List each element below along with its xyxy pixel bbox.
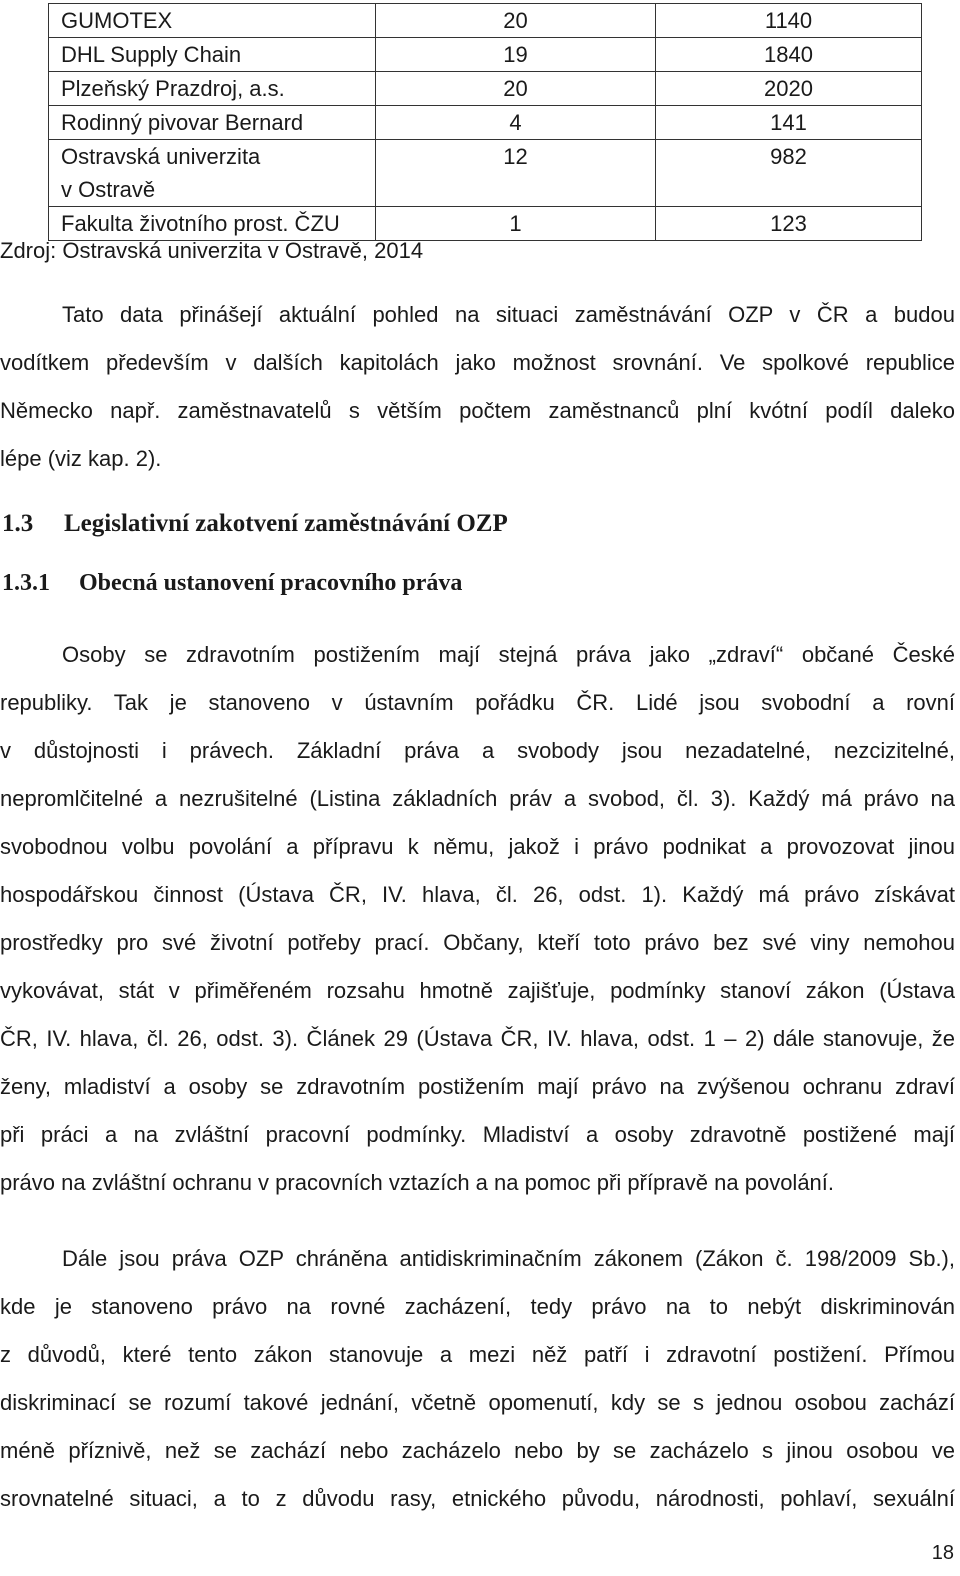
text-line: vodítkem především v dalších kapitolách jako možnost srovnání. Ve spolkové republice (0, 350, 955, 375)
subsection-number: 1.3.1 (2, 570, 50, 596)
text-line: ČR, IV. hlava, čl. 26, odst. 3). Článek 29 (Ústava ČR, IV. hlava, odst. 1 – 2) dále stanovuje, že (0, 1026, 955, 1051)
subsection-heading (2, 570, 462, 597)
table-cell-name: Rodinný pivovar Bernard (49, 106, 376, 140)
table-row (49, 140, 922, 207)
text-line: kde je stanoveno právo na rovné zacházení, tedy právo na to nebýt diskriminován (0, 1294, 955, 1319)
text-line: v důstojnosti i právech. Základní práva a svobody jsou nezadatelné, nezcizitelné, (0, 738, 955, 763)
text-line: hospodářskou činnost (Ústava ČR, IV. hlava, čl. 26, odst. 1). Každý má právo získávat (0, 882, 955, 907)
text-line: z důvodů, které tento zákon stanovuje a mezi něž patří i zdravotní postižení. Přímou (0, 1342, 955, 1367)
section-number: 1.3 (2, 510, 34, 537)
text-line: lépe (viz kap. 2). (0, 446, 162, 471)
table-row (49, 106, 922, 140)
paragraph-intro (0, 291, 955, 483)
data-table (48, 3, 922, 241)
text-line: při práci a na zvláštní pracovní podmínky. Mladiství a osoby zdravotně postižené mají (0, 1122, 955, 1147)
text-line: Dále jsou práva OZP chráněna antidiskriminačním zákonem (Zákon č. 198/2009 Sb.), (62, 1246, 955, 1271)
table-cell-count: 1 (376, 207, 656, 241)
text-line: vykovávat, stát v přiměřeném rozsahu hmotně zajišťuje, podmínky stanoví zákon (Ústava (0, 978, 955, 1003)
table-cell-total: 1140 (656, 4, 922, 38)
text-line: Osoby se zdravotním postižením mají stejná práva jako „zdraví“ občané České (62, 642, 955, 667)
table-cell-total: 982 (656, 140, 922, 207)
table-cell-total: 2020 (656, 72, 922, 106)
text-line: Německo např. zaměstnavatelů s větším počtem zaměstnanců plní kvótní podíl daleko (0, 398, 955, 423)
section-title: Legislativní zakotvení zaměstnávání OZP (64, 510, 508, 537)
text-line: republiky. Tak je stanoveno v ústavním pořádku ČR. Lidé jsou svobodní a rovní (0, 690, 955, 715)
page-number: 18 (931, 1542, 954, 1564)
subsection-title: Obecná ustanovení pracovního práva (79, 570, 463, 596)
table-cell-total: 141 (656, 106, 922, 140)
table-row (49, 72, 922, 106)
table-cell-total: 123 (656, 207, 922, 241)
table-cell-name: DHL Supply Chain (49, 38, 376, 72)
text-line: méně příznivě, než se zachází nebo zacházelo nebo by se zacházelo s jinou osobou ve (0, 1438, 955, 1463)
text-line: svobodnou volbu povolání a přípravu k němu, jakož i právo podnikat a provozovat jinou (0, 834, 955, 859)
table-cell-count: 19 (376, 38, 656, 72)
table-source: Zdroj: Ostravská univerzita v Ostravě, 2014 (0, 238, 424, 263)
text-line: srovnatelné situaci, a to z důvodu rasy, etnického původu, národnosti, pohlaví, sexuální (0, 1486, 955, 1511)
text-line: prostředky pro své životní potřeby prací. Občany, kteří toto právo bez své viny nemohou (0, 930, 955, 955)
text-line: ženy, mladiství a osoby se zdravotním postižením mají právo na zvýšenou ochranu zdraví (0, 1074, 955, 1099)
table-cell-count: 20 (376, 72, 656, 106)
paragraph-rights (0, 631, 955, 1207)
paragraph-discrimination (0, 1235, 955, 1523)
table-cell-count: 4 (376, 106, 656, 140)
table-cell-name: Ostravská univerzita v Ostravě (49, 140, 376, 207)
table-row (49, 4, 922, 38)
table-cell-name: GUMOTEX (49, 4, 376, 38)
text-line: nepromlčitelné a nezrušitelné (Listina základních práv a svobod, čl. 3). Každý má právo na (0, 786, 955, 811)
section-heading (2, 510, 508, 538)
text-line: diskriminací se rozumí takové jednání, včetně opomenutí, kdy se s jednou osobou zachází (0, 1390, 955, 1415)
table-cell-name: Fakulta životního prost. ČZU (49, 207, 376, 241)
table-cell-count: 12 (376, 140, 656, 207)
text-line: právo na zvláštní ochranu v pracovních vztazích a na pomoc při přípravě na povolání. (0, 1170, 835, 1195)
table-cell-total: 1840 (656, 38, 922, 72)
table-row (49, 38, 922, 72)
table-cell-count: 20 (376, 4, 656, 38)
table-cell-name: Plzeňský Prazdroj, a.s. (49, 72, 376, 106)
text-line: Tato data přinášejí aktuální pohled na situaci zaměstnávání OZP v ČR a budou (62, 302, 955, 327)
